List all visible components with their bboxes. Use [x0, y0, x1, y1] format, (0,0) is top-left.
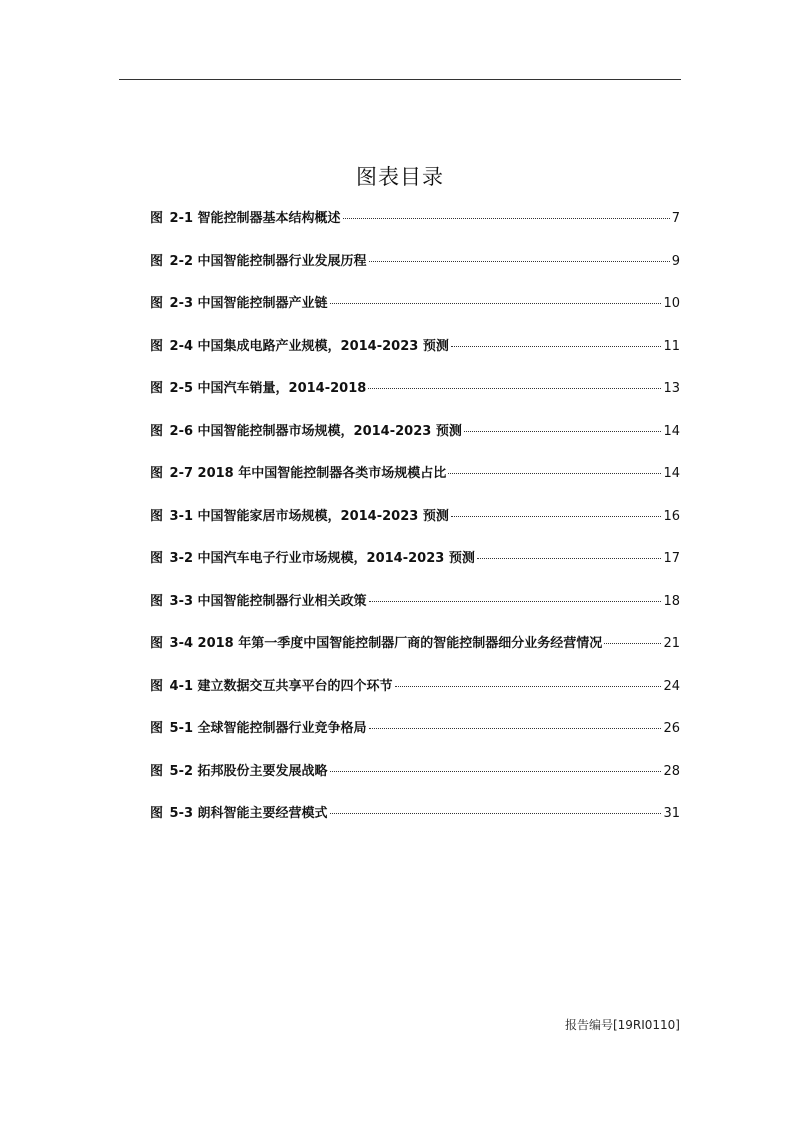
toc-entry-label	[150, 251, 367, 273]
report-number: 报告编号[19RI0110]	[564, 1018, 680, 1032]
toc-entry[interactable]	[150, 251, 680, 294]
toc-figure-number: 图 5-1	[150, 721, 194, 736]
toc-entry[interactable]	[150, 803, 680, 846]
toc-page-number: 14	[663, 466, 680, 481]
toc-entry[interactable]	[150, 421, 680, 464]
toc-figure-title: 中国集成电路产业规模，2014-2023 预测	[197, 338, 449, 354]
toc-figure-number: 图 2-5	[150, 381, 194, 396]
toc-page-number: 31	[663, 806, 680, 821]
toc-figure-number: 图 2-6	[150, 423, 194, 439]
toc-figure-number: 图 3-4	[150, 636, 194, 651]
toc-figure-title: 中国汽车电子行业市场规模，2014-2023 预测	[197, 551, 475, 566]
toc-page-number: 14	[663, 423, 680, 439]
toc-figure-title: 中国智能家居市场规模，2014-2023 预测	[197, 508, 449, 524]
toc-figure-title: 智能控制器基本结构概述	[197, 211, 341, 226]
toc-page-number: 17	[663, 551, 680, 566]
toc-page-number: 18	[663, 593, 680, 609]
toc-figure-number: 图 2-7	[150, 466, 194, 481]
toc-page-number: 16	[663, 508, 680, 524]
toc-page-number: 24	[663, 678, 680, 694]
toc-entry-label	[150, 803, 328, 825]
toc-entry[interactable]	[150, 336, 680, 379]
toc-figure-title: 朗科智能主要经营模式	[197, 806, 328, 821]
toc-entry[interactable]	[150, 761, 680, 804]
toc-figure-number: 图 2-3	[150, 296, 194, 311]
toc-figure-number: 图 3-3	[150, 593, 194, 609]
toc-entry[interactable]	[150, 676, 680, 719]
toc-page-number: 26	[663, 721, 680, 736]
toc-entry-label	[150, 421, 462, 443]
toc-dot-leader	[604, 643, 661, 644]
toc-entry-label	[150, 208, 341, 230]
toc-dot-leader	[451, 346, 662, 347]
toc-dot-leader	[477, 558, 662, 559]
toc-figure-number: 图 3-1	[150, 508, 194, 524]
toc-dot-leader	[395, 686, 662, 687]
toc-figure-title: 2018 年中国智能控制器各类市场规模占比	[197, 466, 447, 481]
toc-dot-leader	[343, 218, 670, 219]
toc-figure-title: 拓邦股份主要发展战略	[197, 763, 328, 779]
toc-entry-label	[150, 633, 602, 655]
toc-entry[interactable]	[150, 208, 680, 251]
toc-page-number: 11	[663, 338, 680, 354]
toc-dot-leader	[330, 303, 662, 304]
toc-entry-label	[150, 463, 446, 485]
toc-figure-number: 图 2-2	[150, 253, 194, 269]
toc-entry[interactable]	[150, 633, 680, 676]
toc-dot-leader	[330, 771, 662, 772]
toc-figure-number: 图 5-2	[150, 763, 194, 779]
toc-entry-label	[150, 336, 449, 358]
toc-page-number: 28	[663, 763, 680, 779]
toc-figure-number: 图 5-3	[150, 806, 194, 821]
toc-dot-leader	[368, 388, 661, 389]
toc-entry[interactable]	[150, 548, 680, 591]
toc-figure-title: 中国智能控制器行业相关政策	[197, 593, 367, 609]
toc-entry[interactable]	[150, 293, 680, 336]
toc-figure-title: 中国智能控制器行业发展历程	[197, 253, 367, 269]
toc-figure-number: 图 3-2	[150, 551, 194, 566]
toc-figure-title: 中国汽车销量，2014-2018	[197, 381, 367, 396]
toc-dot-leader	[448, 473, 661, 474]
header-divider	[119, 79, 681, 80]
toc-figure-title: 中国智能控制器市场规模，2014-2023 预测	[197, 423, 462, 439]
toc-entry-label	[150, 761, 328, 783]
toc-entry[interactable]	[150, 591, 680, 634]
toc-figure-number: 图 2-4	[150, 338, 194, 354]
toc-figure-title: 中国智能控制器产业链	[197, 296, 328, 311]
toc-entry[interactable]	[150, 378, 680, 421]
toc-entry-label	[150, 591, 367, 613]
toc-page-number: 9	[671, 253, 680, 269]
toc-dot-leader	[369, 728, 662, 729]
toc-entry-label	[150, 548, 475, 570]
toc-figure-number: 图 4-1	[150, 678, 194, 694]
toc-entry-label	[150, 506, 449, 528]
toc-page-number: 21	[663, 636, 680, 651]
page-title: 图表目录	[356, 165, 444, 189]
toc-entry-label	[150, 718, 367, 740]
toc-page-number: 7	[671, 211, 680, 226]
toc-dot-leader	[369, 601, 662, 602]
toc-entry-label	[150, 676, 393, 698]
toc-dot-leader	[451, 516, 662, 517]
toc-entry[interactable]	[150, 506, 680, 549]
toc-dot-leader	[464, 431, 662, 432]
toc-entry-label	[150, 378, 366, 400]
toc-entry[interactable]	[150, 718, 680, 761]
figure-table-of-contents	[150, 208, 680, 846]
toc-figure-title: 2018 年第一季度中国智能控制器厂商的智能控制器细分业务经营情况	[197, 636, 603, 651]
toc-figure-title: 建立数据交互共享平台的四个环节	[197, 678, 393, 694]
toc-page-number: 13	[663, 381, 680, 396]
toc-entry-label	[150, 293, 328, 315]
toc-entry[interactable]	[150, 463, 680, 506]
toc-figure-title: 全球智能控制器行业竞争格局	[197, 721, 367, 736]
toc-dot-leader	[330, 813, 662, 814]
toc-figure-number: 图 2-1	[150, 211, 194, 226]
toc-dot-leader	[369, 261, 670, 262]
toc-page-number: 10	[663, 296, 680, 311]
